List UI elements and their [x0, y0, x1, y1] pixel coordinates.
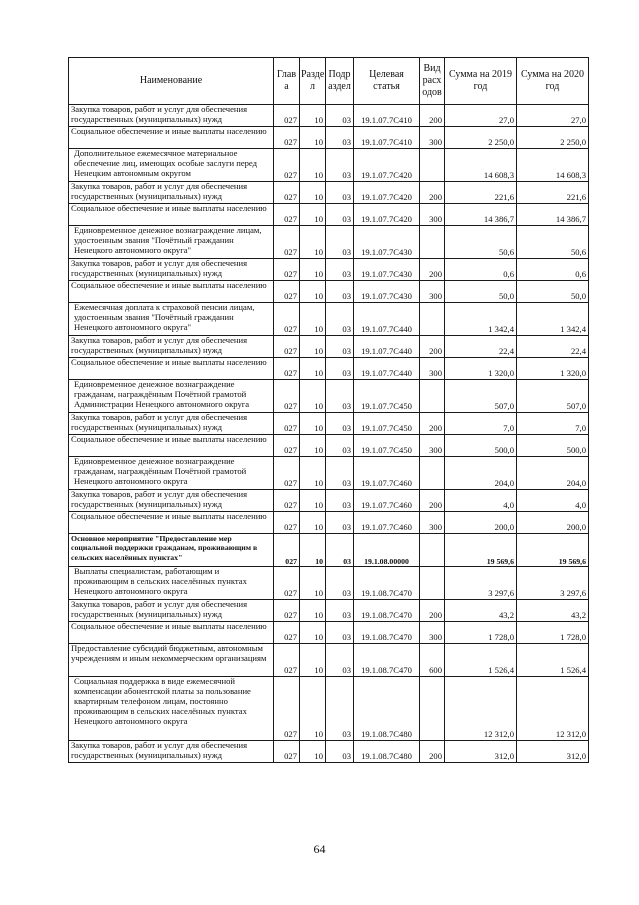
table-row [69, 259, 589, 281]
row-name-cell: Социальное обеспечение и иные выплаты населению [69, 435, 274, 457]
row-razdel-cell: 10 [300, 226, 326, 259]
header-razdel: Разде л [300, 58, 326, 105]
table-row [69, 567, 589, 600]
row-vid-cell: 200 [420, 600, 445, 622]
row-podrazdel-cell: 03 [326, 149, 354, 182]
row-podrazdel-cell: 03 [326, 677, 354, 741]
row-name-cell: Социальное обеспечение и иные выплаты населению [69, 358, 274, 380]
header-sum-2019: Сумма на 2019 год [445, 58, 517, 105]
row-glava-cell: 027 [274, 567, 300, 600]
row-podrazdel-cell: 03 [326, 600, 354, 622]
row-vid-cell: 200 [420, 105, 445, 127]
row-glava-cell: 027 [274, 336, 300, 358]
row-sum-2020-cell: 1 728,0 [517, 622, 589, 644]
row-sum-2020-cell: 14 386,7 [517, 204, 589, 226]
row-razdel-cell: 10 [300, 512, 326, 534]
row-target-cell: 19.1.08.7С470 [354, 644, 420, 677]
row-podrazdel-cell: 03 [326, 281, 354, 303]
row-sum-2020-cell: 7,0 [517, 413, 589, 435]
row-podrazdel-cell: 03 [326, 490, 354, 512]
row-podrazdel-cell: 03 [326, 226, 354, 259]
row-podrazdel-cell: 03 [326, 741, 354, 763]
row-target-cell: 19.1.07.7С430 [354, 281, 420, 303]
row-target-cell: 19.1.07.7С450 [354, 413, 420, 435]
row-vid-cell: 300 [420, 281, 445, 303]
row-target-cell: 19.1.08.7С480 [354, 741, 420, 763]
table-row [69, 336, 589, 358]
row-razdel-cell: 10 [300, 457, 326, 490]
row-podrazdel-cell: 03 [326, 457, 354, 490]
row-sum-2020-cell: 14 608,3 [517, 149, 589, 182]
row-podrazdel-cell: 03 [326, 182, 354, 204]
table-header-row [69, 58, 589, 105]
row-sum-2020-cell: 4,0 [517, 490, 589, 512]
table-row [69, 534, 589, 567]
row-sum-2019-cell: 22,4 [445, 336, 517, 358]
page-number: 64 [313, 842, 326, 856]
table-row [69, 380, 589, 413]
row-name-cell: Закупка товаров, работ и услуг для обеспечения государственных (муниципальных) нужд [69, 105, 274, 127]
row-razdel-cell: 10 [300, 435, 326, 457]
row-sum-2020-cell: 221,6 [517, 182, 589, 204]
table-row [69, 127, 589, 149]
row-razdel-cell: 10 [300, 127, 326, 149]
row-podrazdel-cell: 03 [326, 303, 354, 336]
table-row [69, 182, 589, 204]
row-vid-cell: 300 [420, 435, 445, 457]
row-podrazdel-cell: 03 [326, 534, 354, 567]
row-sum-2020-cell: 22,4 [517, 336, 589, 358]
row-sum-2019-cell: 43,2 [445, 600, 517, 622]
row-razdel-cell: 10 [300, 534, 326, 567]
row-target-cell: 19.1.08.7С470 [354, 567, 420, 600]
row-target-cell: 19.1.07.7С420 [354, 204, 420, 226]
row-name-cell: Закупка товаров, работ и услуг для обеспечения государственных (муниципальных) нужд [69, 600, 274, 622]
row-name-cell: Дополнительное ежемесячное материальное обеспечение лиц, имеющих особые заслуги перед Ненецким автономным округом [69, 149, 274, 182]
row-razdel-cell: 10 [300, 600, 326, 622]
row-glava-cell: 027 [274, 600, 300, 622]
table-row [69, 677, 589, 741]
table-row [69, 226, 589, 259]
row-glava-cell: 027 [274, 127, 300, 149]
row-name-cell: Предоставление субсидий бюджетным, автономным учреждениям и иным некоммерческим организациям [69, 644, 274, 677]
table-row [69, 435, 589, 457]
row-target-cell: 19.1.07.7С460 [354, 490, 420, 512]
row-vid-cell [420, 303, 445, 336]
row-glava-cell: 027 [274, 281, 300, 303]
row-sum-2019-cell: 19 569,6 [445, 534, 517, 567]
row-razdel-cell: 10 [300, 105, 326, 127]
row-glava-cell: 027 [274, 512, 300, 534]
row-name-cell: Основное мероприятие "Предоставление мер социальной поддержки гражданам, проживающим в сельских населённых пунктах" [69, 534, 274, 567]
row-sum-2019-cell: 50,6 [445, 226, 517, 259]
row-razdel-cell: 10 [300, 644, 326, 677]
row-podrazdel-cell: 03 [326, 127, 354, 149]
row-target-cell: 19.1.07.7С410 [354, 127, 420, 149]
row-vid-cell [420, 457, 445, 490]
row-target-cell: 19.1.07.7С440 [354, 358, 420, 380]
row-podrazdel-cell: 03 [326, 380, 354, 413]
header-name: Наименование [69, 58, 274, 105]
table-row [69, 149, 589, 182]
row-razdel-cell: 10 [300, 567, 326, 600]
table-row [69, 281, 589, 303]
row-razdel-cell: 10 [300, 336, 326, 358]
row-vid-cell: 200 [420, 336, 445, 358]
row-target-cell: 19.1.07.7С450 [354, 380, 420, 413]
row-podrazdel-cell: 03 [326, 358, 354, 380]
row-vid-cell [420, 567, 445, 600]
row-sum-2019-cell: 12 312,0 [445, 677, 517, 741]
header-sum-2020: Сумма на 2020 год [517, 58, 589, 105]
row-sum-2020-cell: 1 320,0 [517, 358, 589, 380]
row-vid-cell: 300 [420, 622, 445, 644]
row-sum-2019-cell: 7,0 [445, 413, 517, 435]
row-razdel-cell: 10 [300, 182, 326, 204]
table-row [69, 490, 589, 512]
row-target-cell: 19.1.07.7С430 [354, 259, 420, 281]
row-sum-2020-cell: 500,0 [517, 435, 589, 457]
row-sum-2020-cell: 1 342,4 [517, 303, 589, 336]
row-podrazdel-cell: 03 [326, 105, 354, 127]
row-sum-2019-cell: 3 297,6 [445, 567, 517, 600]
row-vid-cell [420, 380, 445, 413]
row-glava-cell: 027 [274, 534, 300, 567]
row-glava-cell: 027 [274, 105, 300, 127]
row-vid-cell: 200 [420, 413, 445, 435]
row-vid-cell [420, 149, 445, 182]
row-razdel-cell: 10 [300, 358, 326, 380]
row-glava-cell: 027 [274, 622, 300, 644]
row-glava-cell: 027 [274, 435, 300, 457]
table-row [69, 600, 589, 622]
row-podrazdel-cell: 03 [326, 204, 354, 226]
row-razdel-cell: 10 [300, 677, 326, 741]
table-row [69, 358, 589, 380]
row-razdel-cell: 10 [300, 413, 326, 435]
row-glava-cell: 027 [274, 741, 300, 763]
table-row [69, 105, 589, 127]
row-target-cell: 19.1.07.7С450 [354, 435, 420, 457]
row-sum-2019-cell: 14 386,7 [445, 204, 517, 226]
row-podrazdel-cell: 03 [326, 567, 354, 600]
row-podrazdel-cell: 03 [326, 336, 354, 358]
budget-table [68, 57, 589, 763]
row-vid-cell: 200 [420, 259, 445, 281]
row-sum-2020-cell: 2 250,0 [517, 127, 589, 149]
row-sum-2019-cell: 2 250,0 [445, 127, 517, 149]
row-name-cell: Закупка товаров, работ и услуг для обеспечения государственных (муниципальных) нужд [69, 259, 274, 281]
table-row [69, 204, 589, 226]
row-name-cell: Социальное обеспечение и иные выплаты населению [69, 204, 274, 226]
row-sum-2019-cell: 500,0 [445, 435, 517, 457]
row-glava-cell: 027 [274, 644, 300, 677]
row-target-cell: 19.1.07.7С430 [354, 226, 420, 259]
row-target-cell: 19.1.07.7С420 [354, 149, 420, 182]
row-vid-cell [420, 677, 445, 741]
table-row [69, 303, 589, 336]
row-sum-2020-cell: 507,0 [517, 380, 589, 413]
row-glava-cell: 027 [274, 358, 300, 380]
row-sum-2020-cell: 312,0 [517, 741, 589, 763]
row-razdel-cell: 10 [300, 380, 326, 413]
row-vid-cell: 200 [420, 182, 445, 204]
row-name-cell: Социальное обеспечение и иные выплаты населению [69, 281, 274, 303]
row-podrazdel-cell: 03 [326, 435, 354, 457]
row-target-cell: 19.1.08.7С470 [354, 600, 420, 622]
row-razdel-cell: 10 [300, 281, 326, 303]
row-razdel-cell: 10 [300, 741, 326, 763]
row-sum-2019-cell: 221,6 [445, 182, 517, 204]
row-razdel-cell: 10 [300, 204, 326, 226]
row-glava-cell: 027 [274, 226, 300, 259]
row-sum-2020-cell: 204,0 [517, 457, 589, 490]
row-name-cell: Единовременное денежное вознаграждение лицам, удостоенным звания "Почётный гражданин Ненецкого автономного округа" [69, 226, 274, 259]
row-name-cell: Закупка товаров, работ и услуг для обеспечения государственных (муниципальных) нужд [69, 413, 274, 435]
row-sum-2020-cell: 19 569,6 [517, 534, 589, 567]
row-podrazdel-cell: 03 [326, 622, 354, 644]
row-sum-2019-cell: 507,0 [445, 380, 517, 413]
row-sum-2019-cell: 50,0 [445, 281, 517, 303]
row-target-cell: 19.1.07.7С460 [354, 457, 420, 490]
row-sum-2019-cell: 4,0 [445, 490, 517, 512]
row-vid-cell: 300 [420, 127, 445, 149]
row-name-cell: Выплаты специалистам, работающим и проживающим в сельских населённых пунктах Ненецкого автономного округа [69, 567, 274, 600]
header-target: Целевая статья [354, 58, 420, 105]
row-glava-cell: 027 [274, 457, 300, 490]
row-target-cell: 19.1.08.7С480 [354, 677, 420, 741]
row-sum-2020-cell: 50,0 [517, 281, 589, 303]
table-row [69, 741, 589, 763]
row-target-cell: 19.1.07.7С440 [354, 303, 420, 336]
row-sum-2019-cell: 200,0 [445, 512, 517, 534]
row-sum-2019-cell: 0,6 [445, 259, 517, 281]
table-row [69, 457, 589, 490]
row-sum-2020-cell: 12 312,0 [517, 677, 589, 741]
header-glava: Глав а [274, 58, 300, 105]
row-target-cell: 19.1.07.7С410 [354, 105, 420, 127]
row-sum-2019-cell: 14 608,3 [445, 149, 517, 182]
row-glava-cell: 027 [274, 303, 300, 336]
row-name-cell: Закупка товаров, работ и услуг для обеспечения государственных (муниципальных) нужд [69, 336, 274, 358]
row-glava-cell: 027 [274, 380, 300, 413]
header-vid: Вид расх одов [420, 58, 445, 105]
row-vid-cell: 300 [420, 512, 445, 534]
table-row [69, 512, 589, 534]
row-glava-cell: 027 [274, 677, 300, 741]
row-podrazdel-cell: 03 [326, 259, 354, 281]
row-sum-2020-cell: 50,6 [517, 226, 589, 259]
row-vid-cell: 300 [420, 204, 445, 226]
table-body [69, 105, 589, 763]
row-target-cell: 19.1.07.7С460 [354, 512, 420, 534]
row-name-cell: Закупка товаров, работ и услуг для обеспечения государственных (муниципальных) нужд [69, 182, 274, 204]
row-razdel-cell: 10 [300, 149, 326, 182]
row-glava-cell: 027 [274, 259, 300, 281]
row-target-cell: 19.1.08.7С470 [354, 622, 420, 644]
row-name-cell: Социальная поддержка в виде ежемесячной компенсации абонентской платы за пользование квартирным телефоном лицам, постоянно проживающим в сельских населённых пунктах Ненецкого автономного округа [69, 677, 274, 741]
row-glava-cell: 027 [274, 490, 300, 512]
row-podrazdel-cell: 03 [326, 512, 354, 534]
row-razdel-cell: 10 [300, 622, 326, 644]
row-vid-cell: 300 [420, 358, 445, 380]
row-razdel-cell: 10 [300, 259, 326, 281]
row-sum-2020-cell: 27,0 [517, 105, 589, 127]
row-name-cell: Закупка товаров, работ и услуг для обеспечения государственных (муниципальных) нужд [69, 490, 274, 512]
row-target-cell: 19.1.08.00000 [354, 534, 420, 567]
row-name-cell: Закупка товаров, работ и услуг для обеспечения государственных (муниципальных) нужд [69, 741, 274, 763]
row-sum-2019-cell: 312,0 [445, 741, 517, 763]
row-name-cell: Единовременное денежное вознаграждение гражданам, награждённым Почётной грамотой Администрации Ненецкого автономного округа [69, 380, 274, 413]
row-sum-2019-cell: 204,0 [445, 457, 517, 490]
row-vid-cell: 200 [420, 490, 445, 512]
row-sum-2019-cell: 27,0 [445, 105, 517, 127]
row-sum-2020-cell: 43,2 [517, 600, 589, 622]
row-glava-cell: 027 [274, 182, 300, 204]
header-podrazdel: Подр аздел [326, 58, 354, 105]
row-sum-2020-cell: 200,0 [517, 512, 589, 534]
row-sum-2020-cell: 3 297,6 [517, 567, 589, 600]
row-vid-cell: 200 [420, 741, 445, 763]
row-vid-cell [420, 226, 445, 259]
row-name-cell: Единовременное денежное вознаграждение гражданам, награждённым Почётной грамотой Ненецкого автономного округа [69, 457, 274, 490]
row-sum-2019-cell: 1 342,4 [445, 303, 517, 336]
table-row [69, 644, 589, 677]
row-glava-cell: 027 [274, 149, 300, 182]
row-target-cell: 19.1.07.7С440 [354, 336, 420, 358]
row-podrazdel-cell: 03 [326, 413, 354, 435]
row-sum-2020-cell: 0,6 [517, 259, 589, 281]
row-name-cell: Социальное обеспечение и иные выплаты населению [69, 127, 274, 149]
row-razdel-cell: 10 [300, 490, 326, 512]
row-sum-2019-cell: 1 320,0 [445, 358, 517, 380]
row-sum-2020-cell: 1 526,4 [517, 644, 589, 677]
row-name-cell: Социальное обеспечение и иные выплаты населению [69, 512, 274, 534]
row-glava-cell: 027 [274, 204, 300, 226]
row-sum-2019-cell: 1 728,0 [445, 622, 517, 644]
row-podrazdel-cell: 03 [326, 644, 354, 677]
row-sum-2019-cell: 1 526,4 [445, 644, 517, 677]
row-vid-cell [420, 534, 445, 567]
row-name-cell: Социальное обеспечение и иные выплаты населению [69, 622, 274, 644]
row-name-cell: Ежемесячная доплата к страховой пенсии лицам, удостоенным звания "Почётный гражданин Ненецкого автономного округа" [69, 303, 274, 336]
table-row [69, 413, 589, 435]
row-glava-cell: 027 [274, 413, 300, 435]
row-target-cell: 19.1.07.7С420 [354, 182, 420, 204]
row-razdel-cell: 10 [300, 303, 326, 336]
row-vid-cell: 600 [420, 644, 445, 677]
table-row [69, 622, 589, 644]
